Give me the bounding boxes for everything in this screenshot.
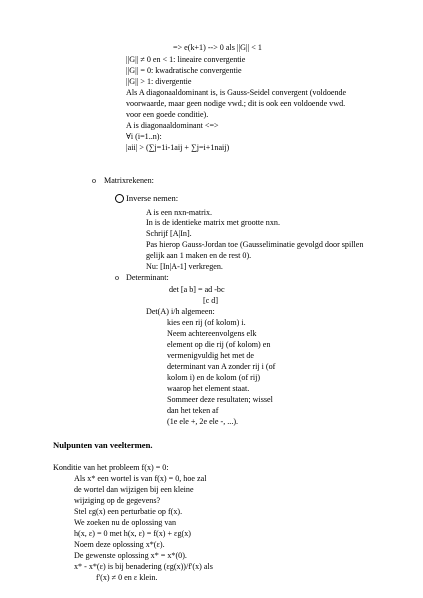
det-general: Det(A) i/h algemeen:: [146, 307, 215, 316]
det-line-8: Sommeer deze resultaten; wissel: [167, 395, 273, 404]
top-line-2: ||G|| ≠ 0 en < 1: lineaire convergentie: [126, 55, 246, 64]
section-line-6: h(x, ε) = 0 met h(x, ε) = f(x) + εg(x): [74, 529, 191, 538]
inverse-line-3: Schrijf [A|In].: [146, 229, 192, 238]
inverse-line-5: gelijk aan 1 maken en de rest 0).: [146, 251, 252, 260]
section-line-10: f'(x) ≠ 0 en ε klein.: [96, 573, 158, 582]
determinant-bullet: o: [115, 273, 119, 282]
det-line-2: Neem achtereenvolgens elk: [167, 329, 257, 338]
top-line-10: |aii| > (∑j=1i-1aij + ∑j=i+1naij): [126, 143, 230, 152]
determinant-title: Determinant:: [126, 273, 169, 282]
det-line-3: element op die rij (of kolom) en: [167, 340, 271, 349]
section-heading: Nulpunten van veeltermen.: [53, 440, 153, 450]
det-line-9: dan het teken af: [167, 406, 219, 415]
top-line-5: Als A diagonaaldominant is, is Gauss-Seidel convergent (voldoende: [126, 88, 347, 97]
inverse-line-6: Nu: [In|A-1] verkregen.: [146, 262, 223, 271]
section-line-8: De gewenste oplossing x* = x*(0).: [74, 551, 187, 560]
det-line-7: waarop het element staat.: [167, 384, 250, 393]
inverse-bullet-icon: [115, 194, 124, 203]
inverse-line-1: A is een nxn-matrix.: [146, 208, 213, 217]
section-line-5: We zoeken nu de oplossing van: [74, 518, 177, 527]
section-line-1: Als x* een wortel is van f(x) = 0, hoe zal: [74, 474, 207, 483]
section-line-4: Stel εg(x) een perturbatie op f(x).: [74, 507, 183, 516]
det-formula-2: [c d]: [203, 296, 219, 305]
matrix-title: Matrixrekenen:: [104, 176, 154, 185]
matrix-bullet: o: [92, 176, 96, 185]
top-line-9: ∀i (i=1..n):: [126, 132, 162, 141]
det-line-5: determinant van A zonder rij i (of: [167, 362, 276, 371]
inverse-line-4: Pas hierop Gauss-Jordan toe (Gausseliminatie gevolgd door spillen: [146, 240, 364, 249]
section-line-2: de wortel dan wijzigen bij een kleine: [74, 485, 194, 494]
det-line-1: kies een rij (of kolom) i.: [167, 318, 246, 327]
top-line-4: ||G|| > 1: divergentie: [126, 77, 192, 86]
top-line-7: voor een goede conditie).: [126, 110, 209, 119]
top-line-6: voorwaarde, maar geen nodige vwd.; dit is ook een voldoende vwd.: [126, 99, 346, 108]
section-line-3: wijziging op de gegevens?: [74, 496, 161, 505]
section-line-9: x* - x*(ε) is bij benadering (εg(x))/f'(x) als: [74, 562, 213, 571]
det-formula-1: det [a b] = ad -bc: [169, 285, 225, 294]
det-line-4: vermenigvuldig het met de: [167, 351, 254, 360]
inverse-title: Inverse nemen:: [126, 193, 179, 203]
top-line-3: ||G|| = 0: kwadratische convergentie: [126, 66, 242, 75]
section-intro: Konditie van het probleem f(x) = 0:: [53, 463, 169, 472]
det-line-6: kolom i) en de kolom (of rij): [167, 373, 261, 382]
section-line-7: Noem deze oplossing x*(ε).: [74, 540, 165, 549]
top-line-8: A is diagonaaldominant <=>: [126, 121, 219, 130]
det-line-10: (1e ele +, 2e ele -, ...).: [167, 417, 239, 426]
top-line-1: => e(k+1) --> 0 als ||G|| < 1: [173, 43, 262, 52]
inverse-line-2: In is de identieke matrix met grootte nxn.: [146, 218, 280, 227]
